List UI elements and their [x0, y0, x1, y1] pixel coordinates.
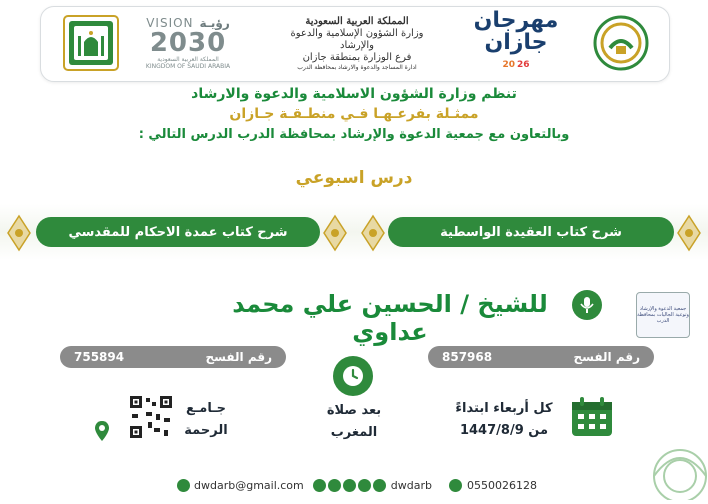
whatsapp-icon[interactable] [449, 479, 462, 492]
lesson-type: درس اسبوعي [295, 168, 413, 188]
ministry-line-2: وزارة الشؤون الإسلامية والدعوة والإرشاد [290, 27, 424, 51]
permit-right-number: 857968 [442, 350, 493, 364]
intro-line-2: ممثـلة بفرعـهـا فـي منطـقـة جـازان [229, 106, 479, 122]
place-line-2: الرحمة [184, 423, 228, 438]
intro-line-3: وبالتعاون مع جمعية الدعوة والإرشاد بمحافظة الدرب الدرس التالي : [138, 127, 570, 142]
microphone-icon [572, 290, 602, 320]
x-icon[interactable] [343, 479, 356, 492]
permit-right-pill [428, 346, 654, 368]
ministry-line-3: فرع الوزارة بمنطقة جازان [302, 51, 412, 63]
lesson-right-pill: شرح كتاب العقيدة الواسطية [388, 217, 674, 247]
vision-word: VISION [146, 16, 194, 30]
date-line: من 1447/8/9 [459, 423, 549, 438]
snapchat-icon[interactable] [373, 479, 386, 492]
festival-year-top: 20 [502, 60, 515, 70]
place-line-1: جـامـع [185, 401, 227, 416]
jazan-festival-logo [468, 10, 564, 76]
permit-left-number: 755894 [74, 350, 125, 364]
ministry-title-block [282, 10, 432, 76]
location-pin-icon [94, 420, 110, 442]
calendar-icon [570, 396, 614, 438]
intro-line-1: تنظم وزارة الشؤون الاسلامية والدعوة والارشاد [191, 86, 517, 102]
footer-phone[interactable]: 0550026128 [466, 478, 537, 492]
festival-name: مهرجان جازان [473, 8, 559, 55]
teacher-name: للشيخ / الحسين علي محمد عداوي [232, 290, 548, 346]
day-line: كل أربعاء ابتداءً [455, 401, 553, 416]
vision-2030-logo [140, 10, 236, 76]
footer [176, 476, 696, 494]
time-info [294, 400, 414, 444]
vision-arabic: رؤيـة [199, 16, 230, 30]
date-info [440, 398, 568, 442]
email-icon[interactable] [177, 479, 190, 492]
permit-right-label: رقم الفسح [573, 350, 640, 364]
ornament-icon [360, 214, 386, 252]
vision-year: 2030 [149, 28, 227, 58]
permit-left-pill [60, 346, 286, 368]
permit-left-label: رقم الفسح [205, 350, 272, 364]
qr-code-icon[interactable] [128, 394, 174, 440]
time-line-1: بعد صلاة [326, 403, 382, 418]
association-stamp: جمعية الدعوة والإرشاد وتوعية الجاليات بمحافظة الدرب [636, 292, 690, 338]
instagram-icon[interactable] [328, 479, 341, 492]
tiktok-icon[interactable] [358, 479, 371, 492]
association-logo [590, 12, 652, 74]
ornament-icon [322, 214, 348, 252]
lesson-left-pill: شرح كتاب عمدة الاحكام للمقدسي [36, 217, 320, 247]
festival-year-bottom: 26 [517, 60, 530, 70]
vision-kingdom-ar: المملكة العربية السعودية [157, 56, 219, 63]
time-line-2: المغرب [330, 425, 378, 440]
footer-handle[interactable]: dwdarb [390, 478, 432, 492]
ministry-emblem-logo [60, 12, 122, 74]
footer-email[interactable]: dwdarb@gmail.com [194, 478, 304, 492]
clock-icon [333, 356, 373, 396]
ornament-icon [676, 214, 702, 252]
ministry-line-1: المملكة العربية السعودية [305, 15, 409, 27]
ornament-icon [6, 214, 32, 252]
place-info [176, 398, 236, 442]
ministry-line-4: ادارة المساجد والدعوة والارشاد بمحافظة الدرب [297, 63, 417, 71]
facebook-icon[interactable] [313, 479, 326, 492]
vision-kingdom-en: KINGDOM OF SAUDI ARABIA [145, 63, 231, 70]
